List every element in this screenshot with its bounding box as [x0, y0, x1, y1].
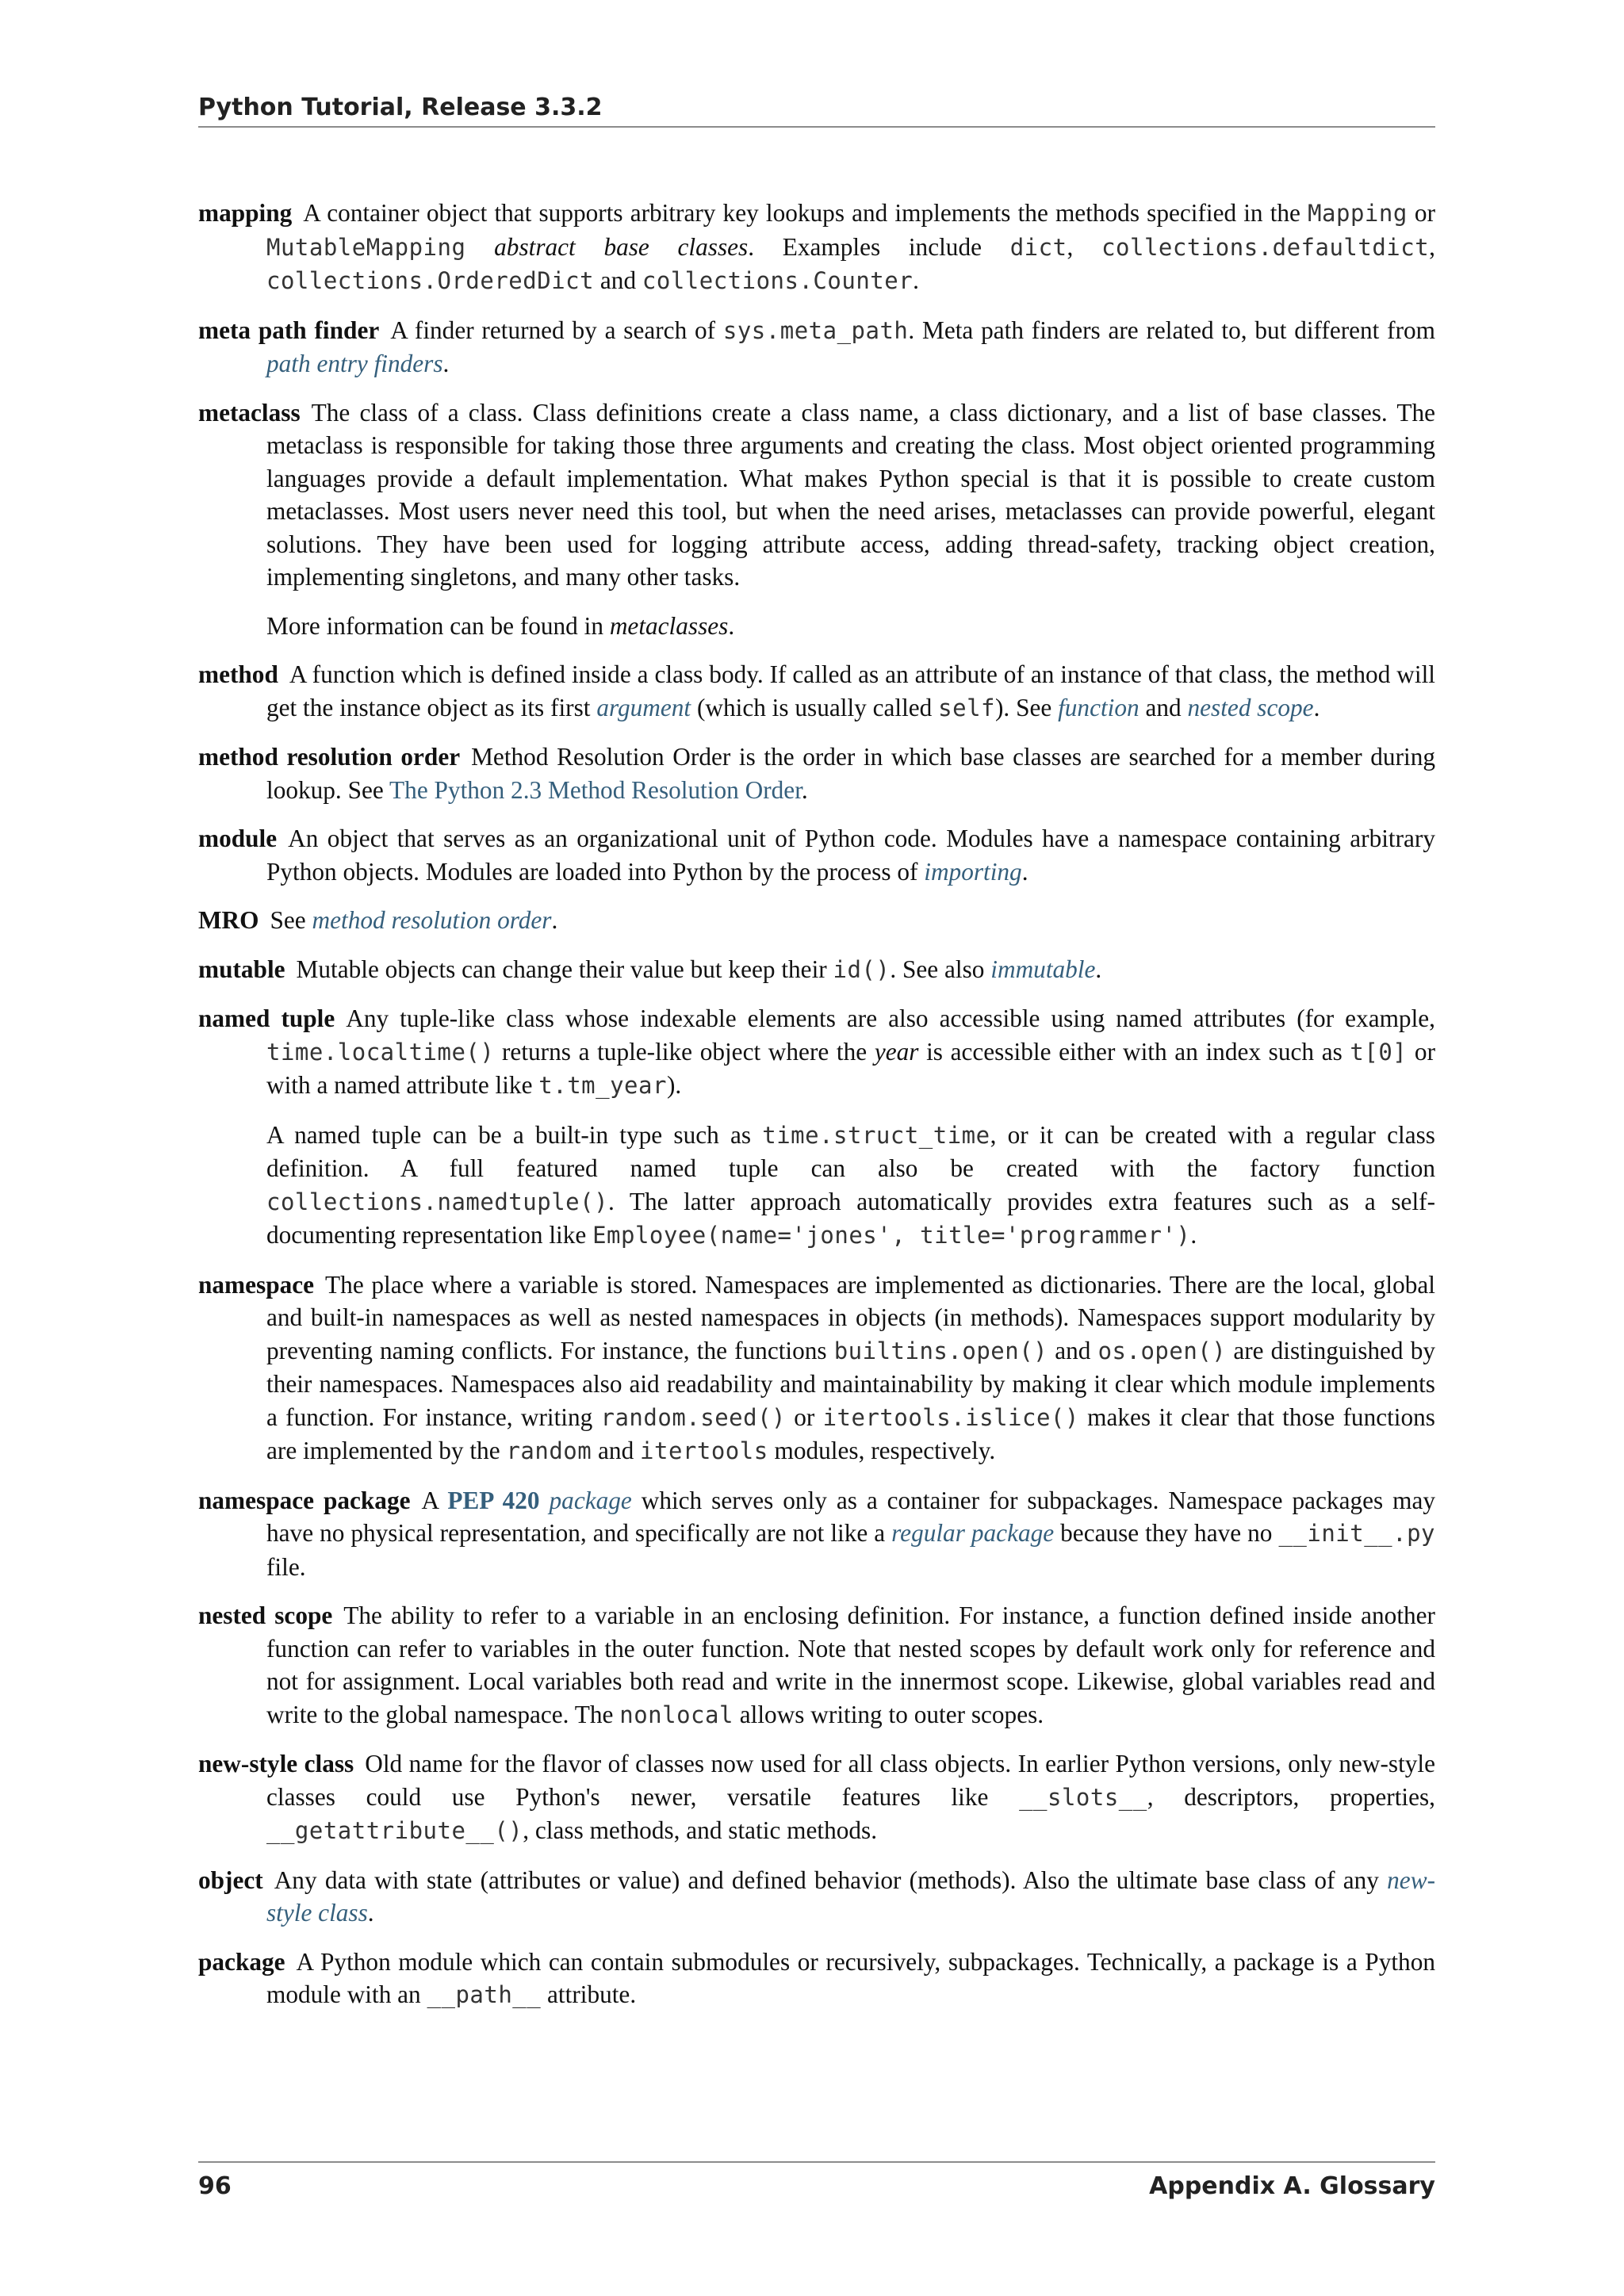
link-pep-420[interactable]: PEP 420 — [447, 1486, 540, 1514]
page-number: 96 — [198, 2172, 232, 2200]
link-package[interactable]: package — [549, 1486, 632, 1514]
term-named-tuple: named tuple — [198, 1004, 335, 1032]
link-python-23-mro[interactable]: The Python 2.3 Method Resolution Order — [389, 775, 802, 804]
code-mapping: Mapping — [1308, 200, 1408, 227]
header-title: Python Tutorial, Release 3.3.2 — [198, 94, 603, 121]
glossary-entry-mutable: mutable Mutable objects can change their value but keep their id(). See also immutable. — [198, 955, 1102, 983]
term-package: package — [198, 1947, 285, 1976]
link-path-entry-finders[interactable]: path entry finders — [266, 350, 443, 377]
running-footer — [198, 2161, 1435, 2200]
term-nested-scope: nested scope — [198, 1601, 333, 1629]
glossary-entry-method-resolution-order: method resolution order Method Resolution Order is the order in which base classes are searched for a member during lookup. See The Python 2.3 Method Resolution Order. — [198, 743, 1435, 804]
term-namespace-package: namespace package — [198, 1486, 411, 1514]
term-namespace: namespace — [198, 1270, 315, 1299]
glossary-entry-metaclass: metaclass The class of a class. Class definitions create a class name, a class dictionary, and a list of base classes. The metaclass is responsible for taking those three arguments and creating the class. Most object oriented programming languages provide a default implementation. What makes Python special is that it is possible to create custom metaclasses. Most users never need this tool, but when the need arises, metaclasses can provide powerful, elegant solutions. They have been used for logging attribute access, adding thread-safety, tracking object creation, implementing singletons, and many other tasks. More information can be found in metaclasses. — [198, 398, 1435, 640]
term-module: module — [198, 825, 278, 852]
link-regular-package[interactable]: regular package — [891, 1519, 1055, 1547]
term-metaclass: metaclass — [198, 398, 301, 427]
term-mro: MRO — [198, 906, 259, 934]
glossary-entry-meta-path-finder: meta path finder A finder returned by a search of sys.meta_path. Meta path finders are related to, but different from path entry finders. — [198, 316, 1435, 377]
glossary-content — [198, 197, 1435, 2028]
glossary-entry-method: method A function which is defined inside a class body. If called as an attribute of an instance of that class, the method will get the instance object as its first argument (which is usually called self). See function and nested scope. — [198, 660, 1435, 721]
link-importing[interactable]: importing — [924, 857, 1022, 886]
glossary-entry-nested-scope: nested scope The ability to refer to a variable in an enclosing definition. For instance, a function defined inside another function can refer to variables in the outer function. Note that nested scopes by default work only for reference and not for assignment. Local variables both read and write in the innermost scope. Likewise, global variables read and write to the global namespace. The nonlocal allows writing to outer scopes. — [198, 1601, 1435, 1728]
glossary-entry-new-style-class: new-style class Old name for the flavor of classes now used for all class objects. In earlier Python versions, only new-style classes could use Python's newer, versatile features like __slots__, descriptors, properties, __getattribute__(), class methods, and static methods. — [198, 1750, 1436, 1844]
glossary-entry-module: module An object that serves as an organizational unit of Python code. Modules have a namespace containing arbitrary Python objects. Modules are loaded into Python by the process of importing. — [198, 825, 1435, 886]
glossary-entry-mro: MRO See method resolution order. — [198, 906, 558, 934]
term-meta-path-finder: meta path finder — [198, 316, 380, 344]
term-mutable: mutable — [198, 955, 285, 983]
link-method-resolution-order[interactable]: method resolution order — [312, 906, 552, 934]
term-mapping: mapping — [198, 199, 293, 227]
link-nested-scope[interactable]: nested scope — [1187, 693, 1314, 721]
glossary-entry-namespace-package: namespace package A PEP 420 package which serves only as a container for subpackages. Namespace packages may have no physical representation, and specifically are not like a regular package because they have no __init__.py file. — [198, 1486, 1435, 1581]
term-new-style-class: new-style class — [198, 1750, 354, 1777]
term-object: object — [198, 1866, 263, 1894]
link-new-style-class[interactable]: new-style class — [266, 1866, 1435, 1927]
link-function[interactable]: function — [1058, 693, 1139, 721]
glossary-entry-package: package A Python module which can contain submodules or recursively, subpackages. Technically, a package is a Python module with an __path__ attribute. — [198, 1947, 1435, 2008]
glossary-entry-named-tuple: named tuple Any tuple-like class whose indexable elements are also accessible using named attributes (for example, time.localtime() returns a tuple-like object where the year is accessible either with an index such as t[0] or with a named attribute like t.tm_year). A named tuple can be a built-in type such as time.struct_time, or it can be created with a regular class definition. A full featured named tuple can also be created with the factory function collections.namedtuple(). The latter approach automatically provides extra features such as a self-documenting representation like Employee(name='jones', title='programmer'). — [198, 1004, 1435, 1249]
link-immutable[interactable]: immutable — [990, 955, 1096, 983]
glossary-entry-namespace: namespace The place where a variable is stored. Namespaces are implemented as dictionaries. There are the local, global and built-in namespaces as well as nested namespaces in objects (in methods). Namespaces support modularity by preventing naming conflicts. For instance, the functions builtins.open() and os.open() are distinguished by their namespaces. Namespaces also aid readability and maintainability by making it clear which module implements a function. For instance, writing random.seed() or itertools.islice() makes it clear that those functions are implemented by the random and itertools modules, respectively. — [198, 1270, 1435, 1464]
glossary-entry-object: object Any data with state (attributes or value) and defined behavior (methods). Also the ultimate base class of any new-style class. — [198, 1866, 1435, 1927]
running-header — [198, 94, 1435, 128]
term-method: method — [198, 660, 278, 688]
term-method-resolution-order: method resolution order — [198, 743, 461, 771]
glossary-entry-mapping: mapping A container object that supports arbitrary key lookups and implements the methods specified in the Mapping or MutableMapping abstract base classes. Examples include dict, collections.defaultdict, collections.OrderedDict and collections.Counter. — [198, 199, 1435, 294]
link-argument[interactable]: argument — [596, 693, 691, 721]
code-mutablemapping: MutableMapping — [266, 233, 466, 261]
chapter-title: Appendix A. Glossary — [1149, 2172, 1435, 2200]
